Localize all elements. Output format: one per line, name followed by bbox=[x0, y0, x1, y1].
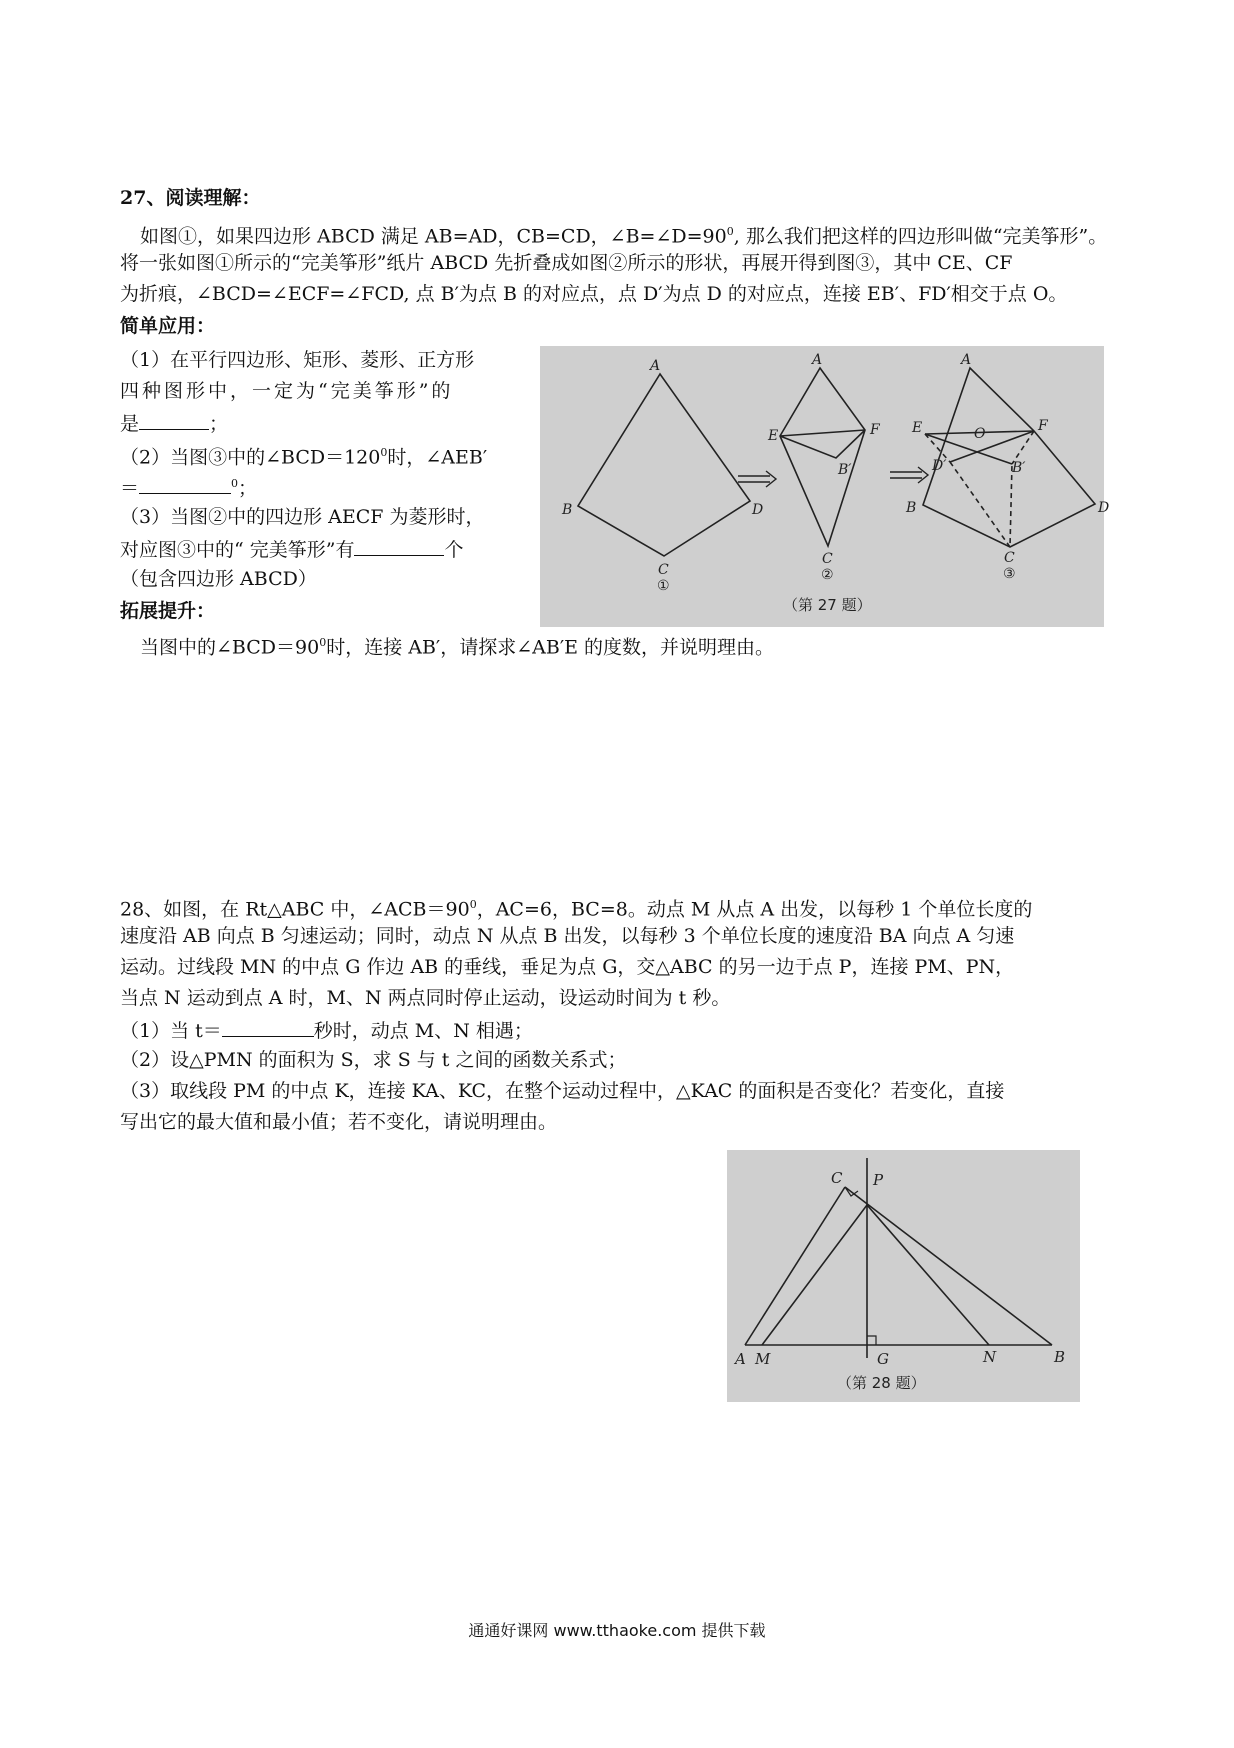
q27-part2-line1 bbox=[120, 438, 487, 472]
fig3-label-d-prime: D′ bbox=[932, 458, 947, 474]
q27-part1-line1: （1）在平行四边形、矩形、菱形、正方形 bbox=[120, 349, 475, 371]
q28-part1-answer-blank[interactable] bbox=[222, 1014, 314, 1037]
q27-extend-text-b: 时，连接 AB′，请探求∠AB′E 的度数，并说明理由。 bbox=[326, 636, 775, 659]
fig3-label-b: B bbox=[906, 500, 917, 516]
q27-intro-1-tail: , 那么我们把这样的四边形叫做“完美筝形”。 bbox=[733, 225, 1108, 248]
q27-part3-line2 bbox=[120, 533, 463, 565]
q27-title: 27、阅读理解： bbox=[120, 187, 261, 209]
q27-part3-answer-blank[interactable] bbox=[354, 533, 444, 556]
fig3-label-e: E bbox=[912, 420, 923, 436]
fig28-label-p: P bbox=[873, 1171, 884, 1189]
fig1-label-b: B bbox=[562, 502, 573, 518]
q27-part3-text: 对应图③中的“ 完美筝形”有 bbox=[120, 539, 355, 561]
fig2-label-f: F bbox=[870, 422, 880, 438]
q28-part2: （2）设△PMN 的面积为 S，求 S 与 t 之间的函数关系式； bbox=[120, 1049, 627, 1071]
q27-intro-line-2: 将一张如图①所示的“完美筝形”纸片 ABCD 先折叠成如图②所示的形状，再展开得到图③，其中 CE、CF bbox=[120, 252, 1013, 274]
q27-intro-line-1 bbox=[140, 217, 1107, 251]
q27-part2-answer-blank[interactable] bbox=[139, 471, 231, 494]
fig3-label-c: C bbox=[1004, 550, 1015, 566]
q27-part2-text-b: 时，∠AEB′ bbox=[387, 446, 488, 469]
figure-27-drawing bbox=[540, 346, 1110, 627]
fig2-label-b-prime: B′ bbox=[838, 462, 852, 478]
q28-part3: （3）取线段 PM 的中点 K，连接 KA、KC，在整个运动过程中，△KAC 的面积是否变化？若变化，直接 bbox=[120, 1080, 1005, 1102]
degree-sup: 0 bbox=[726, 225, 734, 238]
q27-section-simple: 简单应用： bbox=[120, 315, 216, 337]
fig3-label-b-prime: B′ bbox=[1012, 460, 1026, 476]
fig28-label-n: N bbox=[983, 1348, 997, 1366]
q27-part1-line3 bbox=[120, 407, 228, 439]
q27-part1-prefix: 是 bbox=[120, 413, 140, 435]
fig2-label-e: E bbox=[768, 428, 779, 444]
q27-extend-text-a: 当图中的∠BCD＝90 bbox=[140, 636, 320, 659]
fig3-number: ③ bbox=[1003, 566, 1016, 582]
fig1-number: ① bbox=[657, 578, 670, 594]
fig2-number: ② bbox=[821, 567, 834, 583]
fig3-label-f: F bbox=[1038, 418, 1048, 434]
q28-line-2: 速度沿 AB 向点 B 匀速运动；同时，动点 N 从点 B 出发，以每秒 3 个单位长度的速度沿 BA 向点 A 匀速 bbox=[120, 925, 1015, 947]
q28-part1 bbox=[120, 1014, 533, 1046]
fig3-label-a: A bbox=[961, 352, 972, 368]
q27-intro-line-3: 为折痕，∠BCD=∠ECF=∠FCD, 点 B′为点 B 的对应点，点 D′为点 D 的对应点，连接 EB′、FD′相交于点 O。 bbox=[120, 283, 1068, 305]
degree-sup: 0 bbox=[380, 446, 388, 459]
q27-part3-line1: （3）当图②中的四边形 AECF 为菱形时， bbox=[120, 506, 485, 528]
fig28-label-m: M bbox=[755, 1350, 771, 1368]
degree-sup: 0 bbox=[319, 636, 327, 649]
q27-part3-unit: 个 bbox=[444, 539, 464, 561]
q28-line-4: 当点 N 运动到点 A 时，M、N 两点同时停止运动，设运动时间为 t 秒。 bbox=[120, 987, 731, 1009]
q27-part2-eq: ＝ bbox=[120, 477, 140, 500]
figure-27-caption: （第 27 题） bbox=[783, 596, 872, 614]
fig2-label-a: A bbox=[812, 352, 823, 368]
q28-part1-text-b: 秒时，动点 M、N 相遇； bbox=[313, 1020, 533, 1042]
q28-line-3: 运动。过线段 MN 的中点 G 作边 AB 的垂线，垂足为点 G，交△ABC 的另一边于点 P，连接 PM、PN， bbox=[120, 956, 1015, 978]
figure-28-caption: （第 28 题） bbox=[837, 1374, 926, 1392]
page-footer: 通通好课网 www.tthaoke.com 提供下载 bbox=[468, 1621, 766, 1640]
q27-part2-text: （2）当图③中的∠BCD＝120 bbox=[120, 446, 381, 469]
q27-part1-line2: 四种图形中，一定为“完美筝形”的 bbox=[120, 380, 454, 402]
q27-part1-suffix: ； bbox=[209, 413, 229, 435]
fig1-label-d: D bbox=[752, 502, 764, 518]
degree-sup: 0 bbox=[231, 477, 239, 490]
fig28-label-a: A bbox=[735, 1350, 746, 1368]
degree-sup: 0 bbox=[469, 898, 477, 911]
q28-text-1b: ，AC=6，BC=8。动点 M 从点 A 出发，以每秒 1 个单位长度的 bbox=[476, 898, 1033, 921]
q28-text-1a: 28、如图，在 Rt△ABC 中，∠ACB＝90 bbox=[120, 898, 470, 921]
figure-27 bbox=[540, 346, 1110, 627]
q27-part3-line3: （包含四边形 ABCD） bbox=[120, 568, 317, 590]
fig28-label-g: G bbox=[877, 1350, 889, 1368]
q28-part1-text-a: （1）当 t＝ bbox=[120, 1020, 222, 1042]
q27-part2-line2 bbox=[120, 469, 257, 503]
fig1-label-c: C bbox=[658, 562, 669, 578]
q27-part2-end: ； bbox=[238, 477, 258, 500]
q27-intro-1: 如图①，如果四边形 ABCD 满足 AB=AD，CB=CD，∠B=∠D=90 bbox=[140, 225, 727, 248]
fig3-label-d: D bbox=[1098, 500, 1110, 516]
fig28-label-c: C bbox=[831, 1169, 843, 1187]
fig3-label-o: O bbox=[974, 426, 986, 442]
q27-extend-question bbox=[140, 628, 774, 662]
q28-part3-b: 写出它的最大值和最小值；若不变化，请说明理由。 bbox=[120, 1111, 558, 1133]
figure-28-drawing bbox=[727, 1150, 1080, 1402]
q28-line-1 bbox=[120, 890, 1032, 924]
fig2-label-c: C bbox=[822, 551, 833, 567]
fig1-label-a: A bbox=[650, 358, 661, 374]
figure-28 bbox=[727, 1150, 1080, 1402]
fig28-label-b: B bbox=[1054, 1348, 1066, 1366]
q27-section-extend: 拓展提升： bbox=[120, 600, 216, 622]
q27-part1-answer-blank[interactable] bbox=[139, 407, 209, 430]
